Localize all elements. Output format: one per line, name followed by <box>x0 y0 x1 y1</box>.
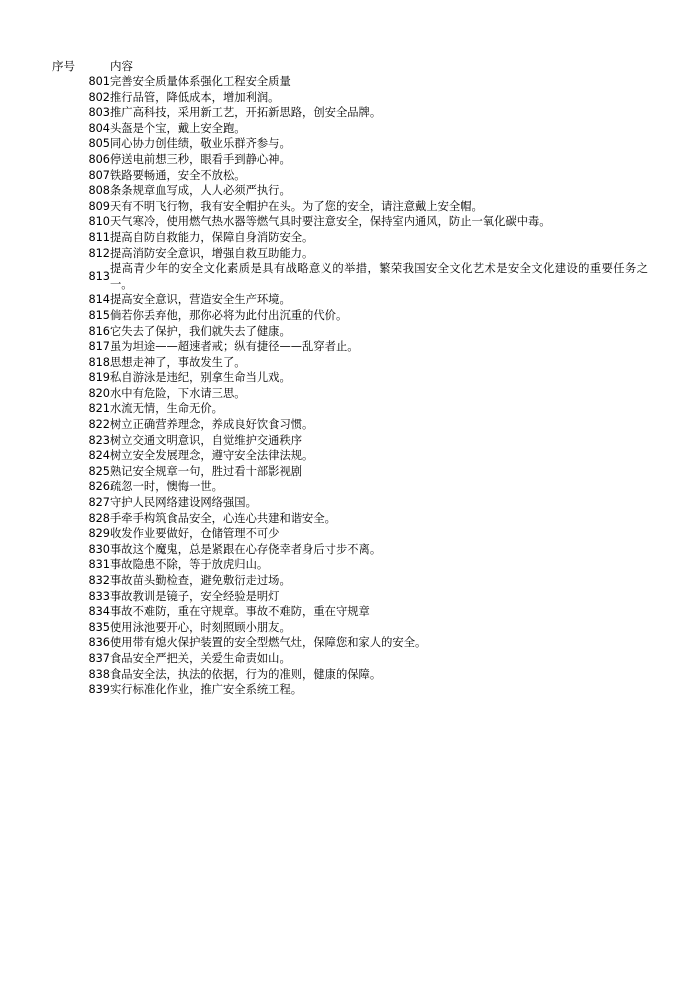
table-row <box>52 479 648 495</box>
table-row <box>52 557 648 573</box>
row-content-text: 提高自防自救能力，保障自身消防安全。 <box>110 230 314 244</box>
row-sequence-number: 810 <box>88 215 110 229</box>
row-sequence-number: 833 <box>88 589 110 603</box>
row-content-text: 停送电前想三秒，眼看手到静心神。 <box>110 152 291 166</box>
row-sequence-number: 811 <box>88 230 110 244</box>
row-sequence-number: 803 <box>88 106 110 120</box>
row-sequence-number: 802 <box>88 90 110 104</box>
row-sequence-number: 819 <box>88 371 110 385</box>
row-content-text: 推行品管，降低成本，增加利润。 <box>110 90 280 104</box>
table-header-row <box>52 58 648 74</box>
row-content-text: 同心协力创佳绩，敬业乐群齐参与。 <box>110 137 291 151</box>
table-row <box>52 542 648 558</box>
row-content-text: 提高安全意识，营造安全生产环境。 <box>110 293 291 307</box>
row-content-text: 树立交通文明意识，自觉维护交通秩序 <box>110 433 303 447</box>
row-content-text: 食品安全法，执法的依据，行为的准则，健康的保障。 <box>110 667 382 681</box>
row-content-text: 水中有危险，下水请三思。 <box>110 386 246 400</box>
row-content-text: 事故教训是镜子，安全经验是明灯 <box>110 589 280 603</box>
column-header-content: 内容 <box>110 59 133 73</box>
table-row <box>52 401 648 417</box>
table-row <box>52 589 648 605</box>
row-content-text: 提高消防安全意识，增强自救互助能力。 <box>110 246 314 260</box>
table-row <box>52 199 648 215</box>
row-sequence-number: 834 <box>88 605 110 619</box>
row-sequence-number: 836 <box>88 636 110 650</box>
row-content-text: 天有不明飞行物，我有安全帽护在头。为了您的安全，请注意戴上安全帽。 <box>110 199 483 213</box>
table-row <box>52 168 648 184</box>
table-row <box>52 495 648 511</box>
table-row <box>52 183 648 199</box>
row-sequence-number: 817 <box>88 340 110 354</box>
table-row <box>52 573 648 589</box>
table-row <box>52 121 648 137</box>
table-row <box>52 324 648 340</box>
row-sequence-number: 815 <box>88 308 110 322</box>
row-content-text: 它失去了保护，我们就失去了健康。 <box>110 324 291 338</box>
table-row <box>52 74 648 90</box>
row-sequence-number: 804 <box>88 121 110 135</box>
row-sequence-number: 812 <box>88 246 110 260</box>
row-sequence-number: 837 <box>88 651 110 665</box>
row-content-text: 提高青少年的安全文化素质是具有战略意义的举措，繁荣我国安全文化艺术是安全文化建设的重要任务之一。 <box>110 262 648 291</box>
row-sequence-number: 818 <box>88 355 110 369</box>
row-sequence-number: 827 <box>88 496 110 510</box>
row-sequence-number: 828 <box>88 511 110 525</box>
table-row <box>52 339 648 355</box>
row-sequence-number: 830 <box>88 542 110 556</box>
table-row <box>52 604 648 620</box>
row-content-text: 虽为坦途——超速者戒；纵有捷径——乱穿者止。 <box>110 340 359 354</box>
row-sequence-number: 820 <box>88 386 110 400</box>
table-body <box>52 74 648 698</box>
row-content-text: 条条规章血写成，人人必须严执行。 <box>110 184 291 198</box>
table-row <box>52 105 648 121</box>
row-content-text: 头盔是个宝，戴上安全跑。 <box>110 121 246 135</box>
column-header-seq: 序号 <box>52 59 75 73</box>
row-sequence-number: 806 <box>88 152 110 166</box>
row-content-text: 铁路要畅通，安全不放松。 <box>110 168 246 182</box>
row-sequence-number: 823 <box>88 433 110 447</box>
row-sequence-number: 822 <box>88 418 110 432</box>
row-content-text: 推广高科技，采用新工艺，开拓新思路，创安全品牌。 <box>110 106 382 120</box>
row-content-text: 私自游泳是违纪，别拿生命当儿戏。 <box>110 371 291 385</box>
row-content-text: 疏忽一时，懊悔一世。 <box>110 480 223 494</box>
table-row <box>52 292 648 308</box>
row-sequence-number: 835 <box>88 620 110 634</box>
row-sequence-number: 824 <box>88 449 110 463</box>
table-row <box>52 635 648 651</box>
row-content-text: 倘若你丢弃他，那你必将为此付出沉重的代价。 <box>110 308 348 322</box>
row-sequence-number: 805 <box>88 137 110 151</box>
table-row <box>52 355 648 371</box>
table-row <box>52 682 648 698</box>
table-row <box>52 152 648 168</box>
row-content-text: 树立安全发展理念，遵守安全法律法规。 <box>110 449 314 463</box>
row-sequence-number: 829 <box>88 527 110 541</box>
row-content-text: 事故这个魔鬼，总是紧跟在心存侥幸者身后寸步不离。 <box>110 542 382 556</box>
table-row <box>52 433 648 449</box>
row-content-text: 事故不难防，重在守规章。事故不难防，重在守规章 <box>110 605 370 619</box>
row-sequence-number: 807 <box>88 168 110 182</box>
table-row <box>52 448 648 464</box>
row-content-text: 思想走神了，事故发生了。 <box>110 355 246 369</box>
row-sequence-number: 831 <box>88 558 110 572</box>
table-row <box>52 370 648 386</box>
table-row <box>52 308 648 324</box>
row-sequence-number: 832 <box>88 574 110 587</box>
row-content-text: 事故苗头勤检查，避免敷衍走过场。 <box>110 574 291 587</box>
row-content-text: 完善安全质量体系强化工程安全质量 <box>110 75 291 88</box>
row-sequence-number: 801 <box>88 75 110 88</box>
row-content-text: 使用泳池要开心，时刻照顾小朋友。 <box>110 620 291 634</box>
row-content-text: 树立正确营养理念，养成良好饮食习惯。 <box>110 418 314 432</box>
safety-slogan-table <box>52 58 648 698</box>
row-content-text: 熟记安全规章一句，胜过看十部影视剧 <box>110 464 303 478</box>
row-sequence-number: 839 <box>88 683 110 697</box>
table-row <box>52 651 648 667</box>
row-sequence-number: 816 <box>88 324 110 338</box>
row-sequence-number: 821 <box>88 402 110 416</box>
table-row <box>52 261 648 292</box>
row-sequence-number: 809 <box>88 199 110 213</box>
row-content-text: 水流无情，生命无价。 <box>110 402 223 416</box>
row-content-text: 守护人民网络建设网络强国。 <box>110 496 257 510</box>
table-row <box>52 464 648 480</box>
table-row <box>52 214 648 230</box>
row-content-text: 使用带有熄火保护装置的安全型燃气灶，保障您和家人的安全。 <box>110 636 427 650</box>
table-row <box>52 246 648 262</box>
table-row <box>52 620 648 636</box>
table-row <box>52 230 648 246</box>
table-row <box>52 526 648 542</box>
table-header <box>52 58 648 74</box>
table-row <box>52 90 648 106</box>
row-sequence-number: 826 <box>88 480 110 494</box>
row-content-text: 天气寒冷，使用燃气热水器等燃气具时要注意安全，保持室内通风，防止一氧化碳中毒。 <box>110 215 551 229</box>
row-sequence-number: 808 <box>88 184 110 198</box>
row-content-text: 食品安全严把关，关爱生命责如山。 <box>110 651 291 665</box>
row-content-text: 事故隐患不除，等于放虎归山。 <box>110 558 269 572</box>
table-row <box>52 667 648 683</box>
table-row <box>52 136 648 152</box>
table-row <box>52 511 648 527</box>
row-content-text: 收发作业要做好，仓储管理不可少 <box>110 527 280 541</box>
row-sequence-number: 814 <box>88 293 110 307</box>
table-row <box>52 386 648 402</box>
table-row <box>52 417 648 433</box>
row-content-text: 手牵手构筑食品安全，心连心共建和谐安全。 <box>110 511 336 525</box>
row-content-text: 实行标准化作业，推广安全系统工程。 <box>110 683 303 697</box>
row-sequence-number: 825 <box>88 464 110 478</box>
row-sequence-number: 838 <box>88 667 110 681</box>
row-sequence-number: 813 <box>88 269 110 283</box>
